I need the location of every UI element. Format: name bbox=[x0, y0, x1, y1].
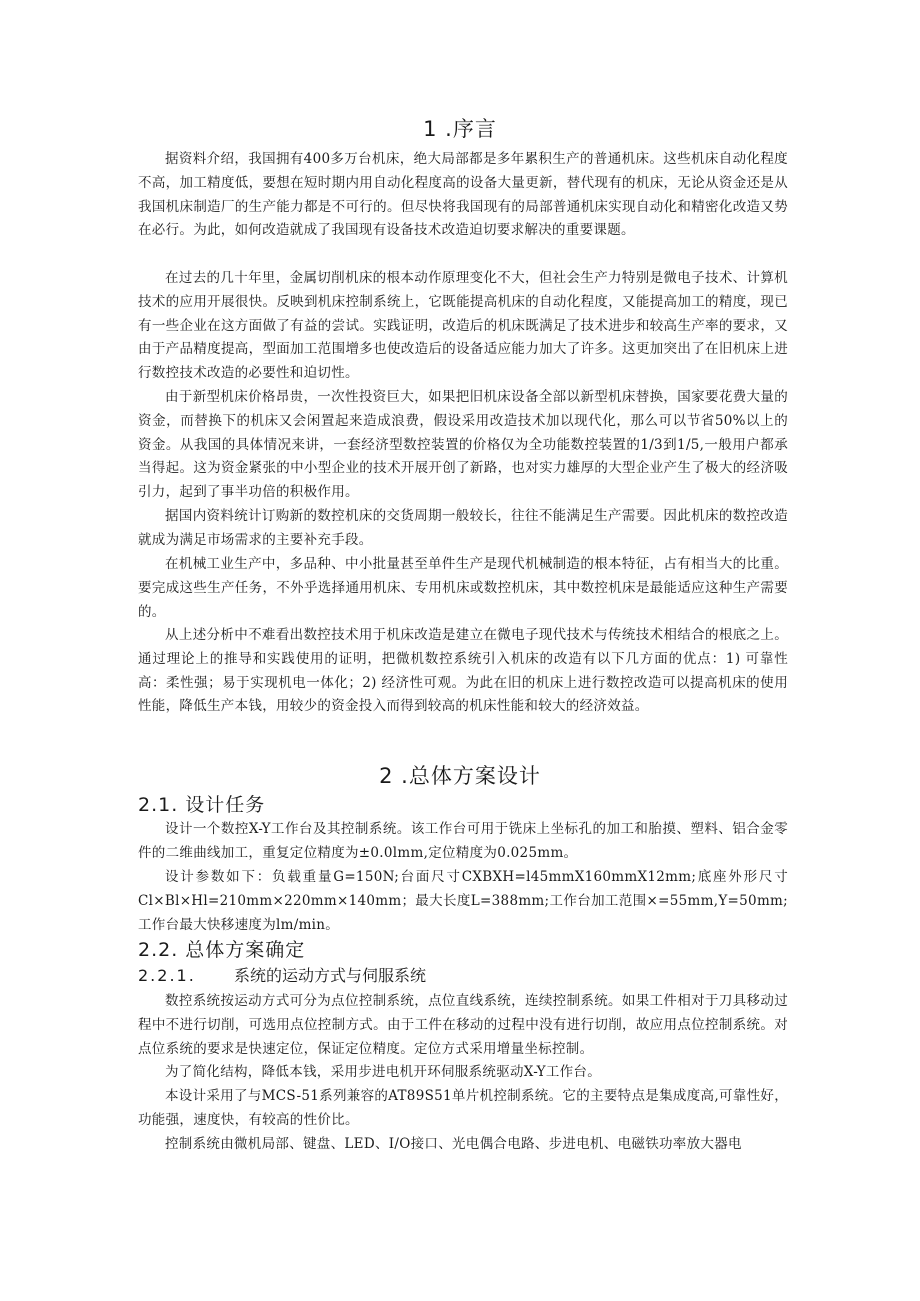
section-2-title: 2 .总体方案设计 bbox=[379, 764, 541, 788]
section-1-paragraph-5: 在机械工业生产中，多品种、中小批量甚至单件生产是现代机械制造的根本特征，占有相当大的比重。要完成这些生产任务，不外乎选择通用机床、专用机床或数控机床，其中数控机床是最能适应这种生产需要的。 bbox=[138, 556, 788, 620]
section-1-paragraph-4: 据国内资料统计订购新的数控机床的交货周期一般较长，往往不能满足生产需要。因此机床的数控改造就成为满足市场需求的主要补充手段。 bbox=[138, 508, 788, 548]
section-1-paragraph-2: 在过去的几十年里，金属切削机床的根本动作原理变化不大，但社会生产力特别是微电子技术、计算机技术的应用开展很快。反映到机床控制系统上，它既能提高机床的自动化程度，又能提高加工的精度，现已有一些企业在这方面做了有益的尝试。实践证明，改造后的机床既满足了技术进步和较高生产率的要求，又由于产品精度提高，型面加工范围增多也使改造后的设备适应能力加大了许多。这更加突出了在旧机床上进行数控技术改造的必要性和迫切性。 bbox=[138, 270, 788, 382]
section-1-paragraph-1: 据资料介绍，我国拥有400多万台机床，绝大局部都是多年累积生产的普通机床。这些机床自动化程度不高，加工精度低，要想在短时期内用自动化程度高的设备大量更新，替代现有的机床，无论从资金还是从我国机床制造厂的生产能力都是不可行的。但尽快将我国现有的局部普通机床实现自动化和精密化改造又势在必行。为此，如何改造就成了我国现有设备技术改造迫切要求解决的重要课题。 bbox=[138, 151, 788, 239]
section-2-2-1-heading bbox=[138, 963, 426, 986]
section-1-title: 1 .序言 bbox=[423, 117, 497, 141]
section-2-2-1-paragraph-3: 本设计采用了与MCS-51系列兼容的AT89S51单片机控制系统。它的主要特点是集成度高,可靠性好，功能强，速度快，有较高的性价比。 bbox=[138, 1088, 788, 1128]
section-1-paragraph-3: 由于新型机床价格昂贵，一次性投资巨大，如果把旧机床设备全部以新型机床替换，国家要花费大量的资金，而替换下的机床又会闲置起来造成浪费，假设采用改造技术加以现代化，那么可以节省50%以上的资金。从我国的具体情况来讲，一套经济型数控装置的价格仅为全功能数控装置的1/3到1/5,一般用户都承当得起。这为资金紧张的中小型企业的技术开展开创了新路，也对实力雄厚的大型企业产生了极大的经济吸引力，起到了事半功倍的积极作用。 bbox=[138, 389, 788, 501]
section-2-2-1-paragraph-4: 控制系统由微机局部、键盘、LED、I/O接口、光电偶合电路、步进电机、电磁铁功率放大器电 bbox=[165, 1136, 742, 1152]
section-2-1-title: 2.1. 设计任务 bbox=[138, 794, 266, 816]
section-2-2-title: 2.2. 总体方案确定 bbox=[138, 939, 306, 961]
section-2-2-1-paragraph-1: 数控系统按运动方式可分为点位控制系统，点位直线系统，连续控制系统。如果工件相对于刀具移动过程中不进行切削，可选用点位控制方式。由于工件在移动的过程中没有进行切削，故应用点位控制系统。对点位系统的要求是快速定位，保证定位精度。定位方式采用增量坐标控制。 bbox=[138, 993, 788, 1057]
section-2-2-1-title: 系统的运动方式与伺服系统 bbox=[234, 966, 427, 985]
section-1-paragraph-6: 从上述分析中不难看出数控技术用于机床改造是建立在微电子现代技术与传统技术相结合的根底之上。通过理论上的推导和实践使用的证明，把微机数控系统引入机床的改造有以下几方面的优点：1) 可靠性高：柔性强；易于实现机电一体化；2) 经济性可观。为此在旧的机床上进行数控改造可以提高机床的使用性能，降低生产本钱，用较少的资金投入而得到较高的机床性能和较大的经济效益。 bbox=[138, 627, 788, 715]
section-2-2-1-number: 2.2.1. bbox=[138, 966, 196, 985]
section-2-1-paragraph-2: 设计参数如下：负载重量G=150N;台面尺寸CXBXH=l45mmX160mmX12mm;底座外形尺寸Cl×Bl×Hl=210mm×220mm×140mm；最大长度L=388mm;工作台加工范围×=55mm,Y=50mm;工作台最大快移速度为lm/min。 bbox=[138, 869, 788, 933]
section-2-2-1-paragraph-2: 为了简化结构，降低本钱，采用步进电机开环伺服系统驱动X-Y工作台。 bbox=[165, 1064, 602, 1080]
section-2-1-paragraph-1: 设计一个数控X-Y工作台及其控制系统。该工作台可用于铣床上坐标孔的加工和胎摸、塑料、铝合金零件的二维曲线加工，重复定位精度为±0.0lmm,定位精度为0.025mm。 bbox=[138, 821, 788, 861]
